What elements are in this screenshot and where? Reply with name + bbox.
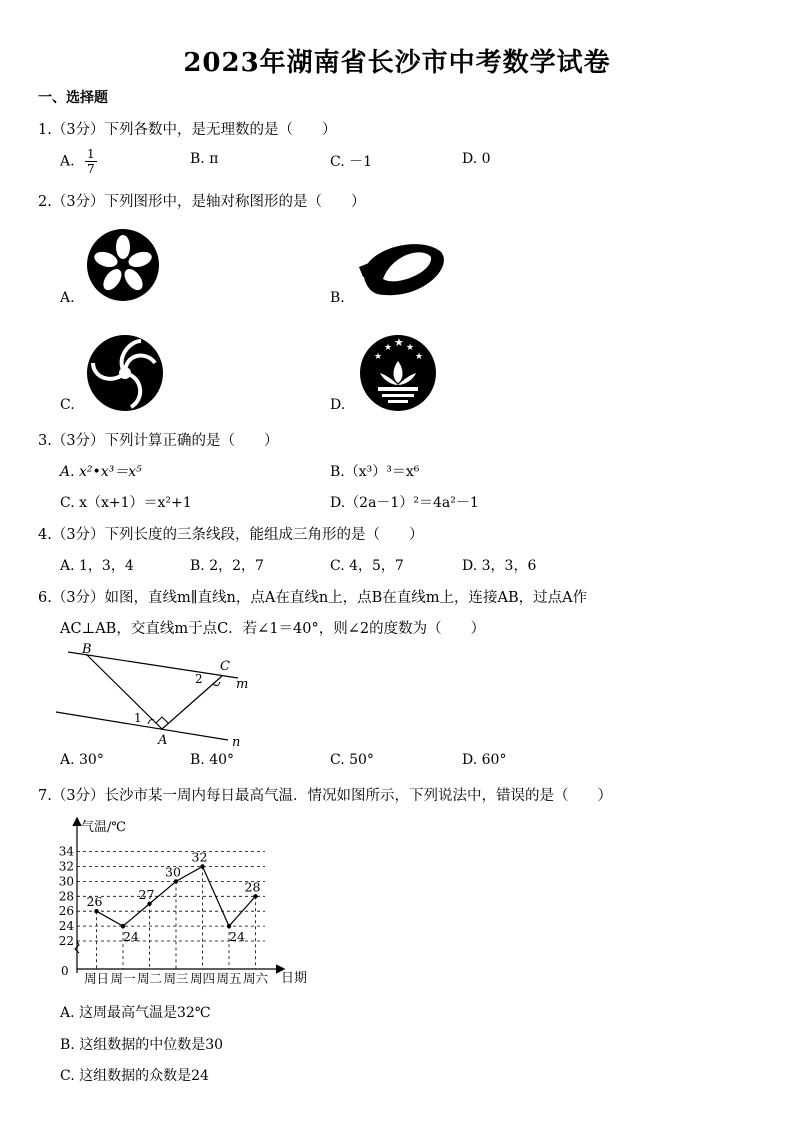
- fraction-numerator: 1: [87, 147, 95, 161]
- y-tick-label: 30: [58, 874, 74, 889]
- q6-option-c[interactable]: C. 50°: [330, 752, 374, 768]
- page-title: 2023年湖南省长沙市中考数学试卷: [183, 48, 611, 78]
- y-tick-label: 24: [58, 919, 74, 934]
- q3-option-a[interactable]: A. x²•x³＝x⁵: [60, 464, 142, 480]
- q3-option-d[interactable]: D.（2a－1）²＝4a²－1: [330, 495, 479, 511]
- section-heading: 一、选择题: [38, 90, 108, 106]
- q1-option-a[interactable]: [60, 147, 97, 176]
- data-point: [253, 894, 257, 898]
- q6-option-a[interactable]: A. 30°: [60, 752, 104, 768]
- x-tick-label: 周一: [110, 971, 136, 986]
- svg-text:★: ★: [406, 343, 415, 353]
- q6-stem-line1: 6.（3分）如图，直线m∥直线n，点A在直线n上，点B在直线m上，连接AB，过点A作: [38, 590, 588, 606]
- q2-option-c[interactable]: C.: [60, 397, 75, 413]
- label-m: m: [236, 677, 249, 692]
- svg-text:★: ★: [374, 352, 383, 362]
- q4-option-c[interactable]: C. 4，5，7: [330, 558, 404, 574]
- segment-ab: [86, 654, 162, 729]
- q1-stem: 1.（3分）下列各数中，是无理数的是（ ）: [38, 122, 337, 138]
- label-angle-2: 2: [195, 672, 203, 686]
- q6-option-d[interactable]: D. 60°: [462, 752, 507, 768]
- ring-logo: [355, 233, 450, 303]
- line-m: [68, 652, 238, 678]
- q7-option-b[interactable]: B. 这组数据的中位数是30: [60, 1037, 224, 1053]
- temperature-line-chart: [55, 815, 320, 990]
- right-angle-mark: [156, 717, 168, 723]
- data-label: 27: [138, 886, 155, 902]
- data-point: [200, 864, 204, 868]
- q3-option-c[interactable]: C. x（x+1）＝x²+1: [60, 495, 192, 511]
- data-label: 24: [229, 929, 245, 945]
- svg-text:★: ★: [415, 352, 424, 362]
- q1-option-a-label: A.: [60, 153, 75, 170]
- data-point: [94, 909, 98, 913]
- segment-ac: [162, 676, 222, 729]
- label-a: A: [158, 733, 168, 748]
- q4-option-a[interactable]: A. 1，3，4: [60, 558, 134, 574]
- y-axis-label: 气温/℃: [81, 820, 126, 835]
- data-label: 32: [191, 849, 208, 865]
- q7-option-c[interactable]: C. 这组数据的众数是24: [60, 1068, 209, 1084]
- x-tick-label: 周二: [136, 971, 163, 986]
- q6-option-b[interactable]: B. 40°: [190, 752, 235, 768]
- q1-option-c[interactable]: C. －1: [330, 154, 373, 170]
- data-label: 26: [86, 894, 103, 910]
- x-tick-label: 周六: [242, 971, 269, 986]
- data-label: 28: [244, 879, 261, 895]
- label-angle-1: 1: [134, 711, 142, 725]
- label-b: B: [82, 642, 92, 657]
- y-tick-label: 26: [58, 904, 74, 919]
- q7-stem: 7.（3分）长沙市某一周内每日最高气温．情况如图所示，下列说法中，错误的是（ ）: [38, 788, 613, 804]
- y-tick-label: 34: [58, 844, 74, 859]
- fraction-denominator: 7: [87, 162, 95, 176]
- svg-text:★: ★: [384, 343, 393, 353]
- q2-stem: 2.（3分）下列图形中，是轴对称图形的是（ ）: [38, 194, 366, 210]
- data-label: 24: [123, 929, 139, 945]
- hk-flag-emblem: [85, 227, 161, 303]
- fraction: [85, 147, 97, 176]
- svg-text:★: ★: [394, 336, 404, 349]
- x-tick-label: 周五: [216, 971, 242, 986]
- parallel-lines-figure: [50, 640, 260, 750]
- line-n: [56, 712, 228, 740]
- data-point: [227, 924, 231, 928]
- q4-option-b[interactable]: B. 2，2，7: [190, 558, 264, 574]
- x-axis-label: 日期: [281, 971, 308, 986]
- q7-option-a[interactable]: A. 这周最高气温是32℃: [60, 1005, 211, 1021]
- q1-option-b[interactable]: B. π: [190, 151, 219, 167]
- data-point: [121, 924, 125, 928]
- q4-option-d[interactable]: D. 3，3，6: [462, 558, 537, 574]
- data-point: [147, 902, 151, 906]
- y-tick-label: 32: [58, 859, 74, 874]
- x-tick-label: 周三: [163, 971, 189, 986]
- q2-option-d[interactable]: D.: [330, 397, 346, 413]
- data-point: [174, 879, 178, 883]
- q1-option-d[interactable]: D. 0: [462, 151, 491, 167]
- q4-stem: 4.（3分）下列长度的三条线段，能组成三角形的是（ ）: [38, 527, 424, 543]
- q3-stem: 3.（3分）下列计算正确的是（ ）: [38, 433, 279, 449]
- origin-label: 0: [61, 964, 69, 978]
- label-c: C: [220, 659, 230, 674]
- q3-option-b[interactable]: B.（x³）³＝x⁶: [330, 464, 420, 480]
- q6-stem-line2: AC⊥AB，交直线m于点C．若∠1＝40°，则∠2的度数为（ ）: [60, 621, 486, 637]
- label-n: n: [232, 735, 241, 750]
- swirl-logo: [85, 333, 165, 413]
- macau-flag-emblem: [358, 333, 438, 413]
- q2-option-a[interactable]: A.: [60, 290, 75, 306]
- data-label: 30: [165, 864, 181, 880]
- y-tick-label: 22: [58, 934, 74, 948]
- q2-option-b[interactable]: B.: [330, 290, 345, 306]
- y-tick-label: 28: [58, 889, 74, 904]
- x-tick-label: 周四: [189, 971, 216, 986]
- x-tick-label: 周日: [83, 971, 110, 986]
